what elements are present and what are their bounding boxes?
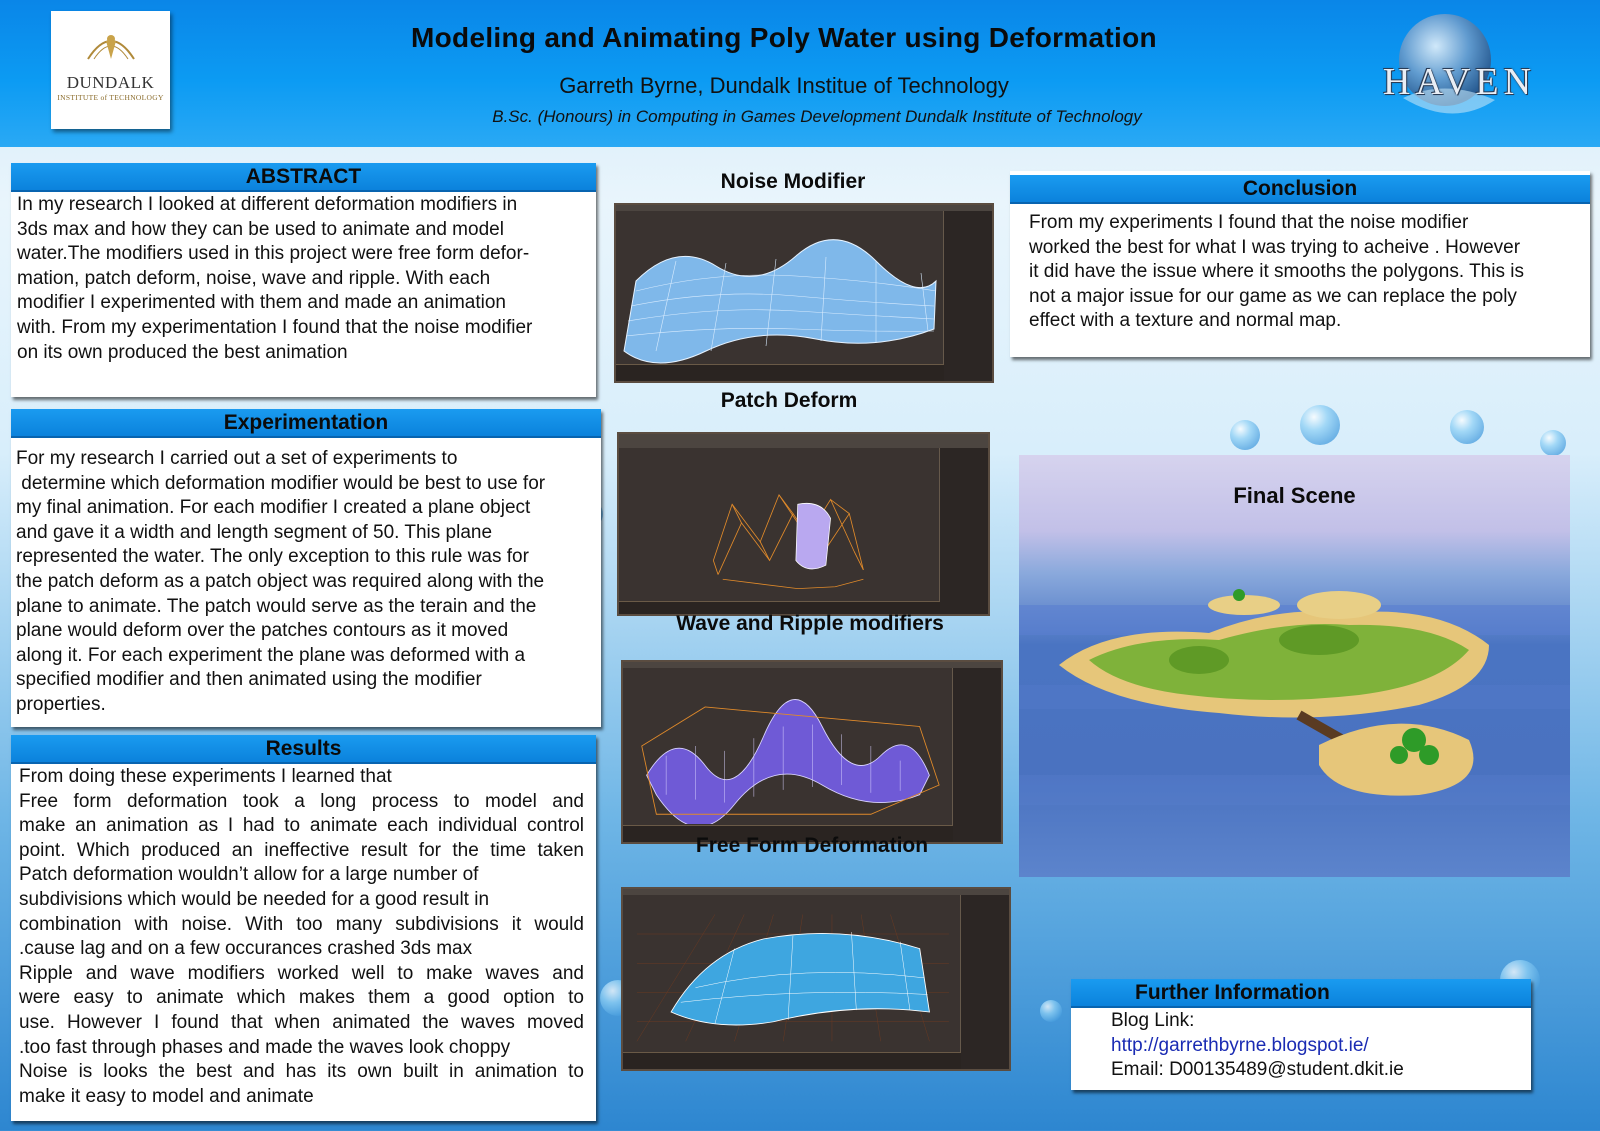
results-line: make it easy to model and animate (19, 1085, 314, 1107)
results-line: Noise is looks the best and has its own built in animation to (19, 1061, 584, 1083)
final-scene-label: Final Scene (1233, 483, 1356, 508)
experimentation-line: and gave it a width and length segment of 50. This plane (16, 521, 493, 543)
abstract-panel (11, 163, 596, 397)
experimentation-line: plane to animate. The patch would serve as the terain and the (16, 595, 537, 617)
abstract-line: on its own produced the best animation (17, 341, 348, 363)
conclusion-line: not a major issue for our game as we can replace the poly (1029, 285, 1517, 307)
water-bubble (1300, 405, 1340, 445)
email-text: Email: D00135489@student.dkit.ie (1111, 1059, 1404, 1081)
results-line: make an animation as I had to animate each individual control (19, 815, 584, 837)
free-form-deformation-label: Free Form Deformation (695, 834, 929, 857)
results-line: subdivisions which would be needed for a good result in (19, 888, 490, 910)
abstract-line: with. From my experimentation I found that the noise modifier (17, 316, 533, 338)
viewport-command-panel (960, 895, 1009, 1069)
experimentation-line: properties. (16, 693, 106, 715)
experimentation-line: along it. For each experiment the plane was deformed with a (16, 644, 526, 666)
abstract-line: In my research I looked at different deformation modifiers in (17, 194, 518, 215)
viewport-toolbar (619, 434, 988, 448)
experimentation-line: specified modifier and then animated using the modifier (16, 669, 482, 691)
results-line: Free form deformation took a long process to model and (19, 790, 584, 812)
noise-mesh-image (616, 211, 944, 367)
water-bubble (1230, 420, 1260, 450)
island-render-image (1019, 455, 1570, 877)
results-line: were easy to animate which makes them a good option to (19, 987, 584, 1009)
results-body (19, 765, 584, 1109)
abstract-line: modifier I experimented with them and made an animation (17, 292, 506, 314)
conclusion-panel (1010, 171, 1590, 357)
water-bubble (1040, 1000, 1062, 1022)
results-heading: Results (11, 735, 596, 764)
poster-degree: B.Sc. (Honours) in Computing in Games Development Dundalk Institute of Technology (492, 107, 1142, 126)
results-line: Patch deformation wouldn’t allow for a large number of (19, 864, 479, 886)
viewport-command-panel (939, 448, 988, 614)
blog-link-label: Blog Link: (1111, 1010, 1195, 1031)
haven-wordmark: HAVEN (1383, 61, 1537, 103)
experimentation-panel (11, 409, 601, 727)
water-bubble (1540, 430, 1566, 456)
abstract-line: water.The modifiers used in this project were free form defor- (17, 243, 530, 265)
blog-link[interactable]: http://garrethbyrne.blogspot.ie/ (1111, 1034, 1369, 1056)
experimentation-line: plane would deform over the patches contours as it moved (16, 620, 509, 642)
results-line: .cause lag and on a few occurances crashed 3ds max (19, 938, 473, 960)
conclusion-line: it did have the issue where it smooths the polygons. This is (1029, 261, 1524, 283)
viewport-command-panel (952, 668, 1001, 842)
abstract-body (17, 193, 592, 365)
dundalk-wordmark: DUNDALK (66, 73, 155, 92)
experimentation-body (16, 447, 597, 718)
results-line: point. Which produced an ineffective result for the time taken (19, 839, 584, 861)
experimentation-line: represented the water. The only exception to this rule was for (16, 546, 529, 568)
patch-mesh-image (619, 448, 939, 598)
results-line: From doing these experiments I learned that (19, 766, 392, 787)
further-info-panel (1071, 979, 1531, 1090)
conclusion-heading: Conclusion (1010, 175, 1590, 204)
patch-deform-label: Patch Deform (720, 389, 858, 412)
experimentation-line: my final animation. For each modifier I created a plane object (16, 497, 531, 519)
results-line: combination with noise. With too many subdivisions it would (19, 913, 584, 935)
patch-deform-screenshot (617, 432, 990, 616)
abstract-line: mation, patch deform, noise, wave and ripple. With each (17, 267, 491, 289)
conclusion-line: effect with a texture and normal map. (1029, 310, 1342, 332)
experimentation-line: determine which deformation modifier would be best to use for (16, 472, 546, 494)
noise-modifier-label: Noise Modifier (720, 170, 866, 193)
abstract-heading: ABSTRACT (11, 163, 596, 192)
dundalk-subtitle: INSTITUTE of TECHNOLOGY (57, 93, 164, 102)
final-scene-image (1019, 455, 1570, 877)
poster-header (0, 0, 1600, 147)
further-info-body (1111, 1009, 1527, 1083)
conclusion-line: worked the best for what I was trying to acheive . However (1029, 236, 1521, 258)
conclusion-line: From my experiments I found that the noise modifier (1029, 212, 1469, 233)
wave-mesh-image (623, 668, 953, 824)
experimentation-line: For my research I carried out a set of experiments to (16, 448, 458, 469)
viewport-timeline (616, 364, 944, 381)
free-form-deformation-screenshot (621, 887, 1011, 1071)
experimentation-line: the patch deform as a patch object was required along with the (16, 570, 545, 592)
ffd-mesh-image (623, 895, 959, 1051)
viewport-command-panel (943, 211, 992, 381)
poster-author: Garreth Byrne, Dundalk Institue of Technology (559, 73, 1009, 98)
wave-ripple-screenshot (621, 660, 1003, 844)
viewport-timeline (623, 1052, 961, 1069)
experimentation-heading: Experimentation (11, 409, 601, 438)
conclusion-body (1029, 211, 1586, 334)
further-info-heading: Further Information (1071, 979, 1531, 1008)
abstract-line: 3ds max and how they can be used to animate and model (17, 218, 504, 240)
results-line: use. However I found that when animated the waves moved (19, 1011, 584, 1033)
wave-ripple-label: Wave and Ripple modifiers (676, 612, 944, 635)
results-line: .too fast through phases and made the waves look choppy (19, 1036, 511, 1058)
results-panel (11, 735, 596, 1121)
results-line: Ripple and wave modifiers worked well to make waves and (19, 962, 584, 984)
noise-modifier-screenshot (614, 203, 994, 383)
water-bubble (1450, 410, 1484, 444)
poster-title: Modeling and Animating Poly Water using Deformation (411, 22, 1157, 53)
